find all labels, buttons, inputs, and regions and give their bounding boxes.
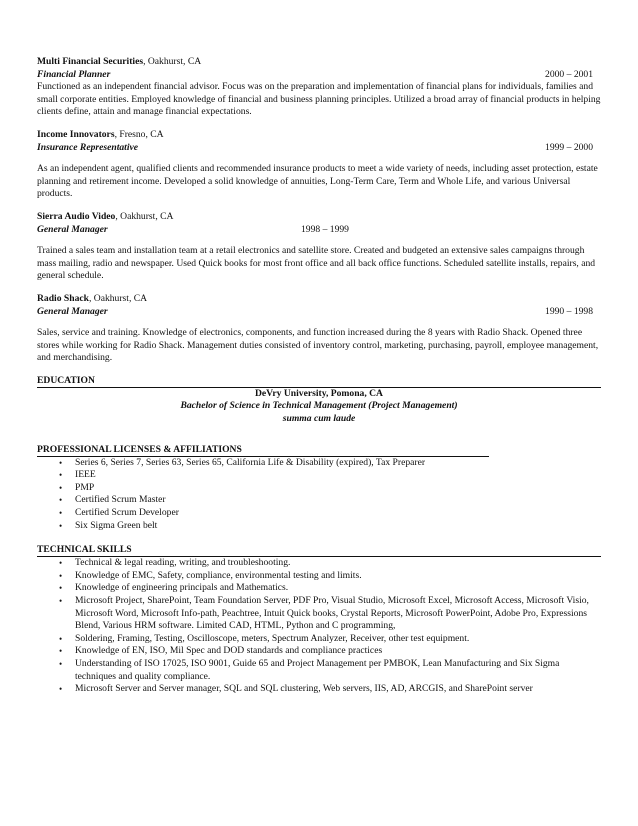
- bullet-icon: •: [59, 684, 63, 695]
- school-name: DeVry University, Pomona, CA: [255, 387, 383, 399]
- employer-line: [37, 211, 601, 224]
- education-heading: EDUCATION: [37, 375, 601, 388]
- bullet-icon: •: [59, 646, 63, 657]
- list-item: • Microsoft Server and Server manager, SQL and SQL clustering, Web servers, IIS, AD, ARCGIS, and SharePoint server: [59, 683, 533, 695]
- bullet-icon: •: [59, 457, 63, 468]
- job-dates: 2000 – 2001: [545, 68, 593, 80]
- job-title-row: [37, 224, 601, 237]
- job-title: General Manager: [37, 223, 108, 235]
- job-description: Sales, service and training. Knowledge of electronics, components, and function increased during the 8 years with Radio Shack. Opened three stores while working for Radio Shack. Management duties consisted of inventory control, marketing, purchasing, payroll, employee management, and merchandising.: [37, 327, 599, 364]
- employer-line: [37, 293, 601, 306]
- bullet-icon: •: [59, 482, 63, 493]
- degree-honor: summa cum laude: [282, 413, 356, 425]
- list-item: • Understanding of ISO 17025, ISO 9001, Guide 65 and Project Management per PMBOK, Lean Manufacturing and Six Sigma techniques and quality compliance.: [59, 657, 560, 682]
- job-title: Financial Planner: [37, 68, 111, 80]
- list-item: • Series 6, Series 7, Series 63, Series 65, California Life & Disability (expired), Tax Preparer: [59, 456, 426, 468]
- bullet-icon: •: [59, 508, 63, 519]
- bullet-icon: •: [59, 658, 63, 669]
- job-dates: 1999 – 2000: [545, 141, 593, 153]
- bullet-icon: •: [59, 558, 63, 569]
- job-entry: [37, 129, 601, 201]
- job-dates: 1990 – 1998: [545, 305, 593, 317]
- list-item: • Knowledge of EMC, Safety, compliance, environmental testing and limits.: [59, 569, 362, 581]
- list-item: • IEEE: [59, 469, 96, 481]
- list-item: • Soldering, Framing, Testing, Oscilloscope, meters, Spectrum Analyzer, Receiver, other test equipment.: [59, 632, 470, 644]
- licenses-heading: PROFESSIONAL LICENSES & AFFILIATIONS: [37, 444, 489, 457]
- company-location: , Oakhurst, CA: [88, 292, 148, 304]
- job-title-row: [37, 142, 601, 155]
- employer-line: [37, 129, 601, 142]
- job-title: Insurance Representative: [37, 141, 139, 153]
- job-description: Trained a sales team and installation team at a retail electronics and satellite store. Created and budgeted an extensive sales campaigns through mass mailing, radio and newspaper. Used Quick books for most front office and all back office functions. Scheduled satellite installs, repairs, and general schedule.: [37, 245, 596, 282]
- job-description: Functioned as an independent financial advisor. Focus was on the preparation and implementation of financial plans for individuals, families and small corporate entities. Employed knowledge of financial and business planning principles. Utilized a broad array of financial products in helping clients define, attain and manage financial expectations.: [37, 81, 601, 118]
- bullet-icon: •: [59, 495, 63, 506]
- education-block: [37, 388, 601, 426]
- list-item: • Knowledge of engineering principals and Mathematics.: [59, 582, 289, 594]
- company-name: Radio Shack: [37, 292, 89, 304]
- company-name: Sierra Audio Video: [37, 210, 116, 222]
- skills-heading: TECHNICAL SKILLS: [37, 544, 601, 557]
- company-location: , Oakhurst, CA: [115, 210, 174, 222]
- job-entry: [37, 211, 601, 283]
- employer-line: [37, 56, 601, 69]
- list-item: • Microsoft Project, SharePoint, Team Foundation Server, PDF Pro, Visual Studio, Microsoft Excel, Microsoft Access, Microsoft Visio, Microsoft Word, Microsoft Info-path, Peachtree, Intuit Quick books, Crystal Reports, Microsoft PowerPoint, Adobe Pro, Expressions Blend, Various HRM software. Limited CAD, HTML, Python and C programming,: [59, 595, 589, 632]
- bullet-icon: •: [59, 570, 63, 581]
- job-entry: [37, 293, 601, 365]
- degree-name: Bachelor of Science in Technical Management (Project Management): [180, 400, 458, 412]
- list-item: • Certified Scrum Master: [59, 494, 166, 506]
- job-entry: [37, 56, 601, 119]
- bullet-icon: •: [59, 633, 63, 644]
- bullet-icon: •: [59, 583, 63, 594]
- job-dates: 1998 – 1999: [301, 223, 349, 235]
- job-title-row: [37, 69, 601, 82]
- job-title-row: [37, 306, 601, 319]
- job-description: As an independent agent, qualified clients and recommended insurance products to meet a wide variety of needs, including asset protection, estate planning and retirement income. Developed a solid knowledge of annuities, Long-Term Care, Term and Whole Life, and various Universal products.: [37, 163, 598, 200]
- list-item: • Six Sigma Green belt: [59, 519, 158, 531]
- bullet-icon: •: [59, 520, 63, 531]
- list-item: • Knowledge of EN, ISO, Mil Spec and DOD standards and compliance practices: [59, 645, 383, 657]
- list-item: • Technical & legal reading, writing, and troubleshooting.: [59, 557, 291, 569]
- licenses-list: [37, 457, 601, 533]
- job-title: General Manager: [37, 305, 108, 317]
- company-name: Income Innovators: [37, 128, 115, 140]
- skills-list: [37, 557, 601, 696]
- bullet-icon: •: [59, 596, 63, 606]
- resume-page: [37, 56, 601, 696]
- list-item: • PMP: [59, 481, 95, 493]
- company-name: Multi Financial Securities: [37, 56, 144, 67]
- list-item: • Certified Scrum Developer: [59, 507, 179, 519]
- bullet-icon: •: [59, 470, 63, 481]
- company-location: , Oakhurst, CA: [143, 56, 202, 67]
- company-location: , Fresno, CA: [114, 128, 164, 140]
